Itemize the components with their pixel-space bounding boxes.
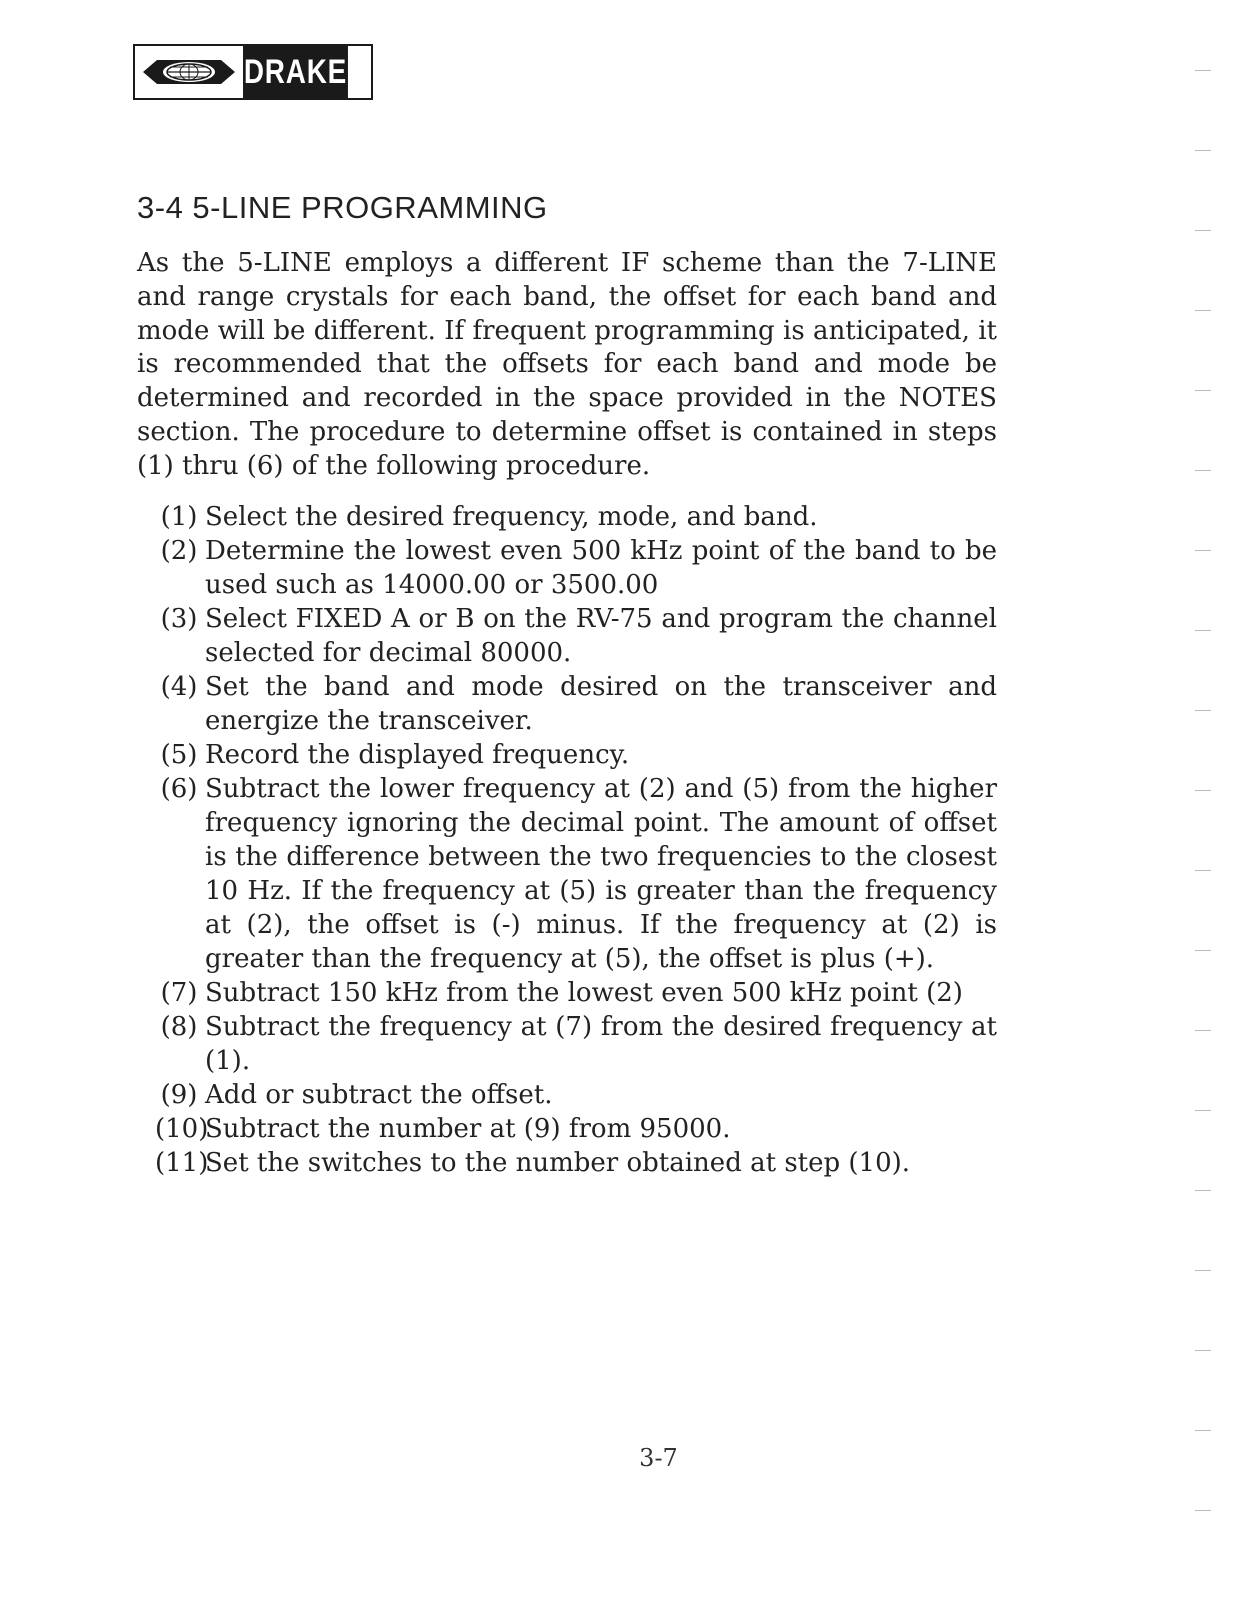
intro-paragraph: As the 5-LINE employs a different IF scheme than the 7-LINE and range crystals for each band, the offset for each band and mode will be different. If frequent programming is anticipated, it is recommended that the offsets for each band and mode be determined and recorded in the space provided in the NOTES section. The procedure to determine offset is contained in steps (1) thru (6) of the following procedure. bbox=[137, 248, 997, 481]
step-number: (5) bbox=[160, 740, 198, 770]
step-text: Subtract the number at (9) from 95000. bbox=[205, 1114, 731, 1144]
step-text: Determine the lowest even 500 kHz point of the band to be used such as 14000.00 or 3500.00 bbox=[205, 536, 997, 600]
step-text: Subtract 150 kHz from the lowest even 500 kHz point (2) bbox=[205, 978, 963, 1008]
step-text: Subtract the lower frequency at (2) and (5) from the higher frequency ignoring the decimal point. The amount of offset is the difference between the two frequencies to the closest 10 Hz. If the frequency at (5) is greater than the frequency at (2), the offset is (-) minus. If the frequency at (2) is greater than the frequency at (5), the offset is plus (+). bbox=[205, 774, 997, 974]
step-text: Set the switches to the number obtained at step (10). bbox=[205, 1148, 911, 1178]
list-item bbox=[137, 1010, 997, 1078]
step-number: (10) bbox=[155, 1114, 209, 1144]
list-item bbox=[137, 602, 997, 670]
step-number: (8) bbox=[160, 1012, 198, 1042]
list-item bbox=[137, 1146, 997, 1180]
list-item bbox=[137, 1078, 997, 1112]
step-number: (11) bbox=[155, 1148, 209, 1178]
scan-edge-marks bbox=[1195, 70, 1215, 1530]
procedure-steps bbox=[137, 500, 997, 1180]
step-text: Record the displayed frequency. bbox=[205, 740, 630, 770]
drake-logo bbox=[133, 44, 373, 100]
step-number: (6) bbox=[160, 774, 198, 804]
list-item bbox=[137, 534, 997, 602]
step-number: (1) bbox=[160, 502, 198, 532]
step-text: Select FIXED A or B on the RV-75 and program the channel selected for decimal 80000. bbox=[205, 604, 997, 668]
step-text: Set the band and mode desired on the transceiver and energize the transceiver. bbox=[205, 672, 997, 736]
globe-emblem-icon bbox=[135, 46, 243, 98]
page-number: 3-7 bbox=[639, 1444, 678, 1472]
list-item bbox=[137, 772, 997, 976]
logo-brand-text: DRAKE bbox=[243, 46, 348, 98]
list-item bbox=[137, 1112, 997, 1146]
step-text: Add or subtract the offset. bbox=[205, 1080, 553, 1110]
list-item bbox=[137, 670, 997, 738]
step-number: (7) bbox=[160, 978, 198, 1008]
step-number: (3) bbox=[160, 604, 198, 634]
list-item bbox=[137, 500, 997, 534]
step-number: (9) bbox=[160, 1080, 198, 1110]
step-text: Subtract the frequency at (7) from the desired frequency at (1). bbox=[205, 1012, 997, 1076]
list-item bbox=[137, 976, 997, 1010]
step-number: (4) bbox=[160, 672, 198, 702]
step-number: (2) bbox=[160, 536, 198, 566]
list-item bbox=[137, 738, 997, 772]
step-text: Select the desired frequency, mode, and band. bbox=[205, 502, 818, 532]
section-heading: 3-4 5-LINE PROGRAMMING bbox=[137, 190, 548, 225]
